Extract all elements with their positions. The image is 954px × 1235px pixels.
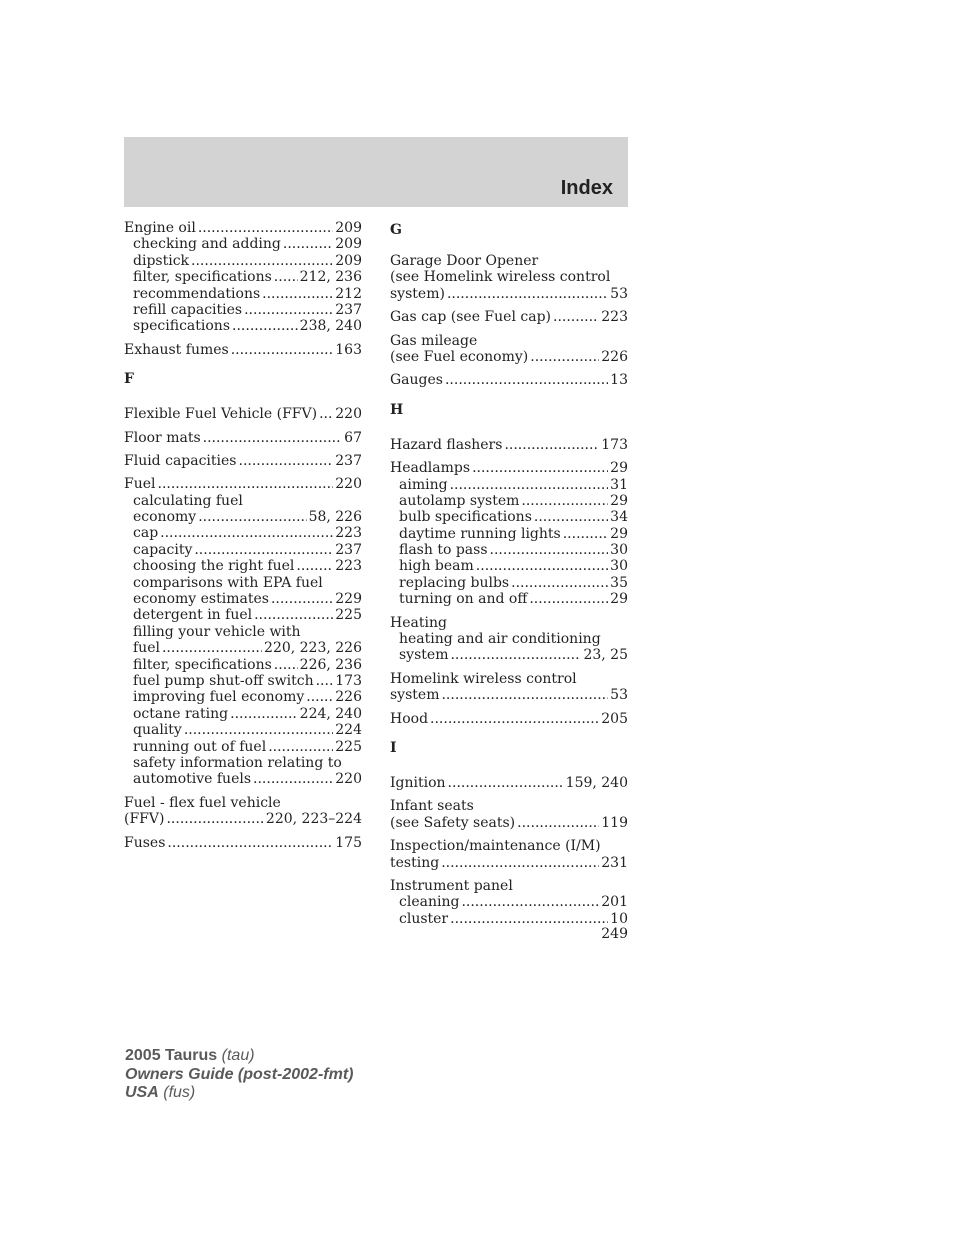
footer: [125, 1047, 353, 1103]
page-reference: 231: [601, 854, 628, 871]
entry-text: Garage Door Opener: [390, 253, 539, 269]
entry-text: fuel: [133, 640, 160, 657]
index-entry-line: [390, 878, 628, 894]
entry-text: detergent in fuel: [133, 607, 253, 624]
entry-text: Fuel: [124, 476, 156, 493]
dot-leader: [316, 673, 334, 689]
page-reference: 220: [335, 771, 362, 788]
dot-leader: [553, 309, 599, 325]
dot-leader: [230, 706, 298, 722]
entry-text: Gas cap (see Fuel cap): [390, 309, 551, 326]
entry-text: Fuses: [124, 834, 166, 851]
dot-leader: [511, 575, 608, 591]
footer-model: 2005 Taurus: [125, 1047, 218, 1064]
entry-text: fuel pump shut-off switch: [133, 672, 314, 689]
entry-text: cleaning: [399, 894, 460, 911]
index-entry-line: [124, 342, 362, 358]
dot-leader: [166, 811, 263, 827]
index-letter-heading: H: [390, 401, 404, 418]
page-reference: 223: [601, 309, 628, 326]
index-column-left: [124, 220, 362, 858]
page-number: 249: [601, 926, 628, 942]
index-entry-line: [124, 220, 362, 236]
index-subentry: [124, 253, 362, 269]
index-subentry: [124, 575, 362, 591]
page-reference: 35: [610, 574, 628, 591]
page-reference: 173: [335, 672, 362, 689]
page-reference: 224: [335, 722, 362, 739]
dot-leader: [184, 722, 333, 738]
dot-leader: [447, 286, 608, 302]
dot-leader: [448, 775, 564, 791]
index-subentry: [124, 640, 362, 656]
header-bar: [124, 137, 628, 207]
dot-leader: [262, 286, 333, 302]
index-subentry: [124, 673, 362, 689]
index-entry: [124, 476, 362, 787]
page-reference: 23, 25: [583, 647, 628, 664]
dot-leader: [158, 476, 334, 492]
entry-text: aiming: [399, 476, 448, 493]
index-entry: [390, 615, 628, 664]
index-subentry: [124, 509, 362, 525]
index-subentry: [124, 591, 362, 607]
entry-text: autolamp system: [399, 492, 520, 509]
entry-text: daytime running lights: [399, 525, 561, 542]
index-subentry: [124, 493, 362, 509]
page-reference: 31: [610, 476, 628, 493]
dot-leader: [167, 835, 333, 851]
index-entry: [124, 406, 362, 422]
dot-leader: [504, 437, 599, 453]
index-entry-line: [390, 671, 628, 687]
index-entry-line: [390, 286, 628, 302]
entry-text: checking and adding: [133, 236, 281, 253]
footer-region-code: (fus): [163, 1084, 196, 1101]
footer-line-1: [125, 1047, 353, 1066]
index-entry-line: [124, 406, 362, 422]
dot-leader: [274, 269, 298, 285]
entry-text: Hood: [390, 710, 429, 727]
index-entry: [390, 711, 628, 727]
index-subentry: [390, 509, 628, 525]
dot-leader: [160, 525, 333, 541]
page-reference: 53: [610, 285, 628, 302]
dot-leader: [283, 236, 333, 252]
page-title: Index: [560, 177, 613, 199]
index-subentry: [124, 558, 362, 574]
index-subentry: [390, 477, 628, 493]
index-entry-line: [124, 430, 362, 446]
index-entry-line: [390, 775, 628, 791]
page-reference: 13: [610, 372, 628, 389]
entry-text: Ignition: [390, 774, 446, 791]
index-entry: [390, 460, 628, 608]
page-reference: 30: [610, 542, 628, 559]
dot-leader: [306, 689, 333, 705]
index-subentry: [124, 722, 362, 738]
index-subentry: [124, 689, 362, 705]
page-reference: 29: [610, 591, 628, 608]
index-subentry: [124, 657, 362, 673]
dot-leader: [254, 607, 333, 623]
entry-text: Gas mileage: [390, 332, 478, 349]
page-reference: 10: [610, 910, 628, 927]
entry-text: Gauges: [390, 372, 443, 389]
entry-text: running out of fuel: [133, 738, 267, 755]
entry-text: octane rating: [133, 705, 229, 722]
index-subentry: [390, 526, 628, 542]
dot-leader: [450, 911, 608, 927]
index-column-right: [390, 220, 628, 934]
entry-text: comparisons with EPA fuel: [133, 574, 323, 591]
index-entry-line: [124, 811, 362, 827]
index-entry: [390, 253, 628, 302]
entry-text: cluster: [399, 910, 449, 927]
page-reference: 175: [335, 834, 362, 851]
index-subentry: [124, 706, 362, 722]
index-entry-line: [390, 711, 628, 727]
dot-leader: [232, 318, 298, 334]
page-reference: 225: [335, 607, 362, 624]
page-reference: 119: [601, 814, 628, 831]
entry-text: Headlamps: [390, 460, 471, 477]
dot-leader: [534, 509, 608, 525]
entry-text: bulb specifications: [399, 509, 532, 526]
index-subentry: [124, 525, 362, 541]
entry-text: (FFV): [124, 811, 165, 828]
page-reference: 220: [335, 476, 362, 493]
entry-text: recommendations: [133, 285, 261, 302]
dot-leader: [198, 220, 333, 236]
index-subentry: [390, 647, 628, 663]
index-entry-line: [390, 309, 628, 325]
index-subentry: [390, 542, 628, 558]
entry-text: Inspection/maintenance (I/M): [390, 838, 601, 855]
index-letter-heading: I: [390, 739, 397, 756]
index-entry: [390, 333, 628, 366]
dot-leader: [445, 372, 608, 388]
page-reference: 237: [335, 301, 362, 318]
index-entry: [390, 372, 628, 388]
footer-model-code: (tau): [221, 1047, 255, 1064]
index-subentry: [124, 269, 362, 285]
dot-leader: [563, 526, 608, 542]
page-reference: 29: [610, 460, 628, 477]
index-subentry: [124, 771, 362, 787]
dot-leader: [441, 855, 599, 871]
index-subentry: [124, 542, 362, 558]
dot-leader: [239, 453, 334, 469]
page-reference: 237: [335, 541, 362, 558]
index-entry-line: [390, 372, 628, 388]
index-entry-line: [124, 453, 362, 469]
entry-text: economy: [133, 509, 197, 526]
entry-text: (see Safety seats): [390, 814, 516, 831]
entry-text: cap: [133, 525, 159, 542]
index-entry-line: [390, 815, 628, 831]
entry-text: turning on and off: [399, 591, 528, 608]
index-entry: [124, 430, 362, 446]
page-reference: 237: [335, 452, 362, 469]
entry-text: heating and air conditioning: [399, 631, 601, 648]
entry-text: Heating: [390, 614, 447, 631]
entry-text: filling your vehicle with: [133, 623, 301, 640]
dot-leader: [271, 591, 333, 607]
page-reference: 220, 223–224: [265, 811, 362, 828]
index-subentry: [124, 286, 362, 302]
footer-line-2: Owners Guide (post-2002-fmt): [125, 1065, 354, 1083]
entry-text: economy estimates: [133, 591, 269, 608]
entry-text: safety information relating to: [133, 754, 342, 771]
index-subentry: [390, 558, 628, 574]
dot-leader: [472, 460, 608, 476]
page-reference: 29: [610, 525, 628, 542]
page-reference: 53: [610, 687, 628, 704]
index-entry-line: [390, 615, 628, 631]
page-reference: 220, 223, 226: [264, 640, 362, 657]
index-entry: [390, 309, 628, 325]
page-reference: 159, 240: [565, 774, 628, 791]
index-subentry: [124, 624, 362, 640]
page-reference: 225: [335, 738, 362, 755]
entry-text: Exhaust fumes: [124, 341, 229, 358]
entry-text: Hazard flashers: [390, 436, 503, 453]
index-subentry: [124, 302, 362, 318]
page-reference: 58, 226: [308, 509, 362, 526]
dot-leader: [194, 542, 333, 558]
entry-text: Infant seats: [390, 798, 474, 815]
index-entry-line: [124, 835, 362, 851]
dot-leader: [319, 406, 333, 422]
index-subentry: [124, 607, 362, 623]
index-entry-line: [390, 333, 628, 349]
index-entry-line: [390, 838, 628, 854]
index-subentry: [390, 631, 628, 647]
index-entry: [390, 878, 628, 927]
footer-line-3: [125, 1084, 353, 1103]
index-entry-line: [390, 349, 628, 365]
index-entry: [390, 838, 628, 871]
dot-leader: [253, 771, 333, 787]
page-reference: 30: [610, 558, 628, 575]
index-entry-line: [390, 798, 628, 814]
entry-text: automotive fuels: [133, 771, 252, 788]
index-subentry: [124, 318, 362, 334]
index-entry: [124, 795, 362, 828]
entry-text: Fluid capacities: [124, 452, 237, 469]
dot-leader: [517, 815, 599, 831]
entry-text: flash to pass: [399, 542, 488, 559]
entry-text: Engine oil: [124, 220, 196, 236]
entry-text: dipstick: [133, 252, 190, 269]
index-entry-line: [390, 269, 628, 285]
index-entry: [390, 437, 628, 453]
index-entry-line: [390, 687, 628, 703]
index-letter-heading: G: [390, 222, 402, 238]
page-reference: 173: [601, 436, 628, 453]
page-reference: 205: [601, 710, 628, 727]
dot-leader: [296, 558, 333, 574]
index-entry: [390, 775, 628, 791]
entry-text: Flexible Fuel Vehicle (FFV): [124, 406, 318, 423]
dot-leader: [203, 430, 343, 446]
page-reference: 226: [335, 689, 362, 706]
dot-leader: [476, 558, 608, 574]
index-entry-line: [390, 253, 628, 269]
dot-leader: [268, 739, 333, 755]
index-subentry: [124, 236, 362, 252]
entry-text: quality: [133, 722, 182, 739]
entry-text: improving fuel economy: [133, 689, 305, 706]
dot-leader: [450, 477, 609, 493]
footer-region: USA: [125, 1084, 159, 1101]
page-reference: 226, 236: [299, 656, 362, 673]
dot-leader: [521, 493, 608, 509]
dot-leader: [244, 302, 333, 318]
index-entry: [390, 798, 628, 831]
entry-text: (see Fuel economy): [390, 348, 529, 365]
page-reference: 212: [335, 285, 362, 302]
page-reference: 201: [601, 894, 628, 911]
dot-leader: [162, 640, 262, 656]
dot-leader: [529, 591, 608, 607]
dot-leader: [198, 509, 306, 525]
page-reference: 223: [335, 558, 362, 575]
dot-leader: [461, 894, 599, 910]
entry-text: refill capacities: [133, 301, 243, 318]
entry-text: (see Homelink wireless control: [390, 269, 611, 286]
page-reference: 229: [335, 591, 362, 608]
dot-leader: [490, 542, 609, 558]
page-reference: 29: [610, 492, 628, 509]
entry-text: specifications: [133, 318, 231, 335]
index-entry: [124, 835, 362, 851]
index-subentry: [390, 591, 628, 607]
entry-text: calculating fuel: [133, 492, 243, 509]
page-reference: 220: [335, 406, 362, 423]
entry-text: high beam: [399, 558, 474, 575]
page-reference: 209: [335, 220, 362, 236]
page-reference: 163: [335, 341, 362, 358]
index-subentry: [390, 911, 628, 927]
page-reference: 226: [601, 348, 628, 365]
entry-text: testing: [390, 854, 440, 871]
index-subentry: [390, 894, 628, 910]
entry-text: capacity: [133, 541, 193, 558]
entry-text: system: [390, 687, 440, 704]
entry-text: choosing the right fuel: [133, 558, 295, 575]
dot-leader: [430, 711, 599, 727]
dot-leader: [441, 687, 608, 703]
dot-leader: [274, 657, 298, 673]
entry-text: Homelink wireless control: [390, 670, 577, 687]
dot-leader: [530, 349, 599, 365]
page-reference: 223: [335, 525, 362, 542]
index-subentry: [124, 755, 362, 771]
page-reference: 238, 240: [299, 318, 362, 335]
index-subentry: [390, 493, 628, 509]
entry-text: Instrument panel: [390, 877, 513, 894]
index-letter-heading: F: [124, 371, 134, 388]
dot-leader: [450, 647, 581, 663]
index-entry-line: [390, 460, 628, 476]
entry-text: replacing bulbs: [399, 574, 510, 591]
entry-text: Fuel - flex fuel vehicle: [124, 794, 281, 811]
page-reference: 209: [335, 252, 362, 269]
entry-text: filter, specifications: [133, 656, 272, 673]
index-entry: [124, 220, 362, 335]
index-entry: [390, 671, 628, 704]
entry-text: system: [399, 647, 449, 664]
entry-text: filter, specifications: [133, 269, 272, 286]
index-subentry: [124, 739, 362, 755]
index-entry: [124, 342, 362, 358]
entry-text: Floor mats: [124, 429, 201, 446]
page-reference: 212, 236: [299, 269, 362, 286]
index-entry-line: [390, 437, 628, 453]
index-subentry: [390, 575, 628, 591]
index-entry: [124, 453, 362, 469]
page-reference: 34: [610, 509, 628, 526]
index-entry-line: [390, 855, 628, 871]
page-reference: 224, 240: [299, 705, 362, 722]
index-entry-line: [124, 476, 362, 492]
index-entry-line: [124, 795, 362, 811]
dot-leader: [191, 253, 333, 269]
page-reference: 67: [344, 429, 362, 446]
page-reference: 209: [335, 236, 362, 253]
dot-leader: [231, 342, 334, 358]
entry-text: system): [390, 285, 445, 302]
